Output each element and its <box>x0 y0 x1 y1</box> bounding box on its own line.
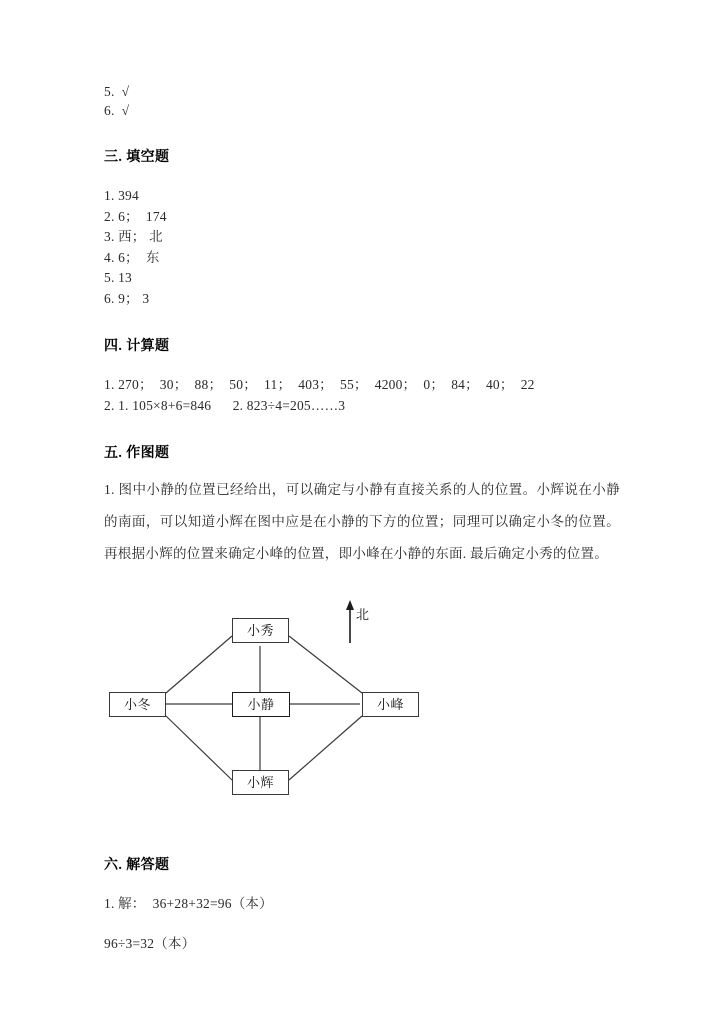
answer-line: 4. 6； 东 <box>104 249 160 265</box>
answer-line: 5. 13 <box>104 270 132 285</box>
spacer <box>104 874 620 894</box>
position-relationship-diagram <box>104 588 620 820</box>
answer-line: 5. √ <box>104 84 130 99</box>
spacer <box>104 416 620 442</box>
drawing-explanation-paragraph: 1. 图中小静的位置已经给出，可以确定与小静有直接关系的人的位置。小辉说在小静的南面，可以知道小辉在图中应是在小静的下方的位置；同理可以确定小冬的位置。再根据小辉的位置来确定小峰的位置，即小峰在小静的东面. 最后确定小秀的位置。 <box>104 482 620 561</box>
answer-line: 1. 394 <box>104 188 139 203</box>
spacer <box>104 462 620 474</box>
page-content <box>104 82 620 954</box>
diagram-node-right: 小峰 <box>362 692 419 717</box>
answer-line: 6. √ <box>104 103 130 118</box>
solve-answer-line: 96÷3=32（本） <box>104 936 196 951</box>
spacer <box>104 820 620 854</box>
compass-north-label: 北 <box>356 607 370 622</box>
calculation-answers <box>104 375 620 416</box>
solve-answer-line: 1. 解： 36+28+32=96（本） <box>104 896 273 911</box>
spacer <box>104 120 620 146</box>
section-heading-fill-in-blank: 三. 填空题 <box>104 150 170 165</box>
answer-line: 6. 9； 3 <box>104 290 150 306</box>
section-heading-drawing: 五. 作图题 <box>104 446 170 461</box>
spacer <box>104 166 620 186</box>
answer-line: 3. 西； 北 <box>104 229 163 244</box>
diagram-node-top: 小秀 <box>232 618 289 643</box>
answer-line: 2. 6； 174 <box>104 208 167 224</box>
diagram-node-left: 小冬 <box>109 692 166 717</box>
spacer <box>104 309 620 335</box>
truefalse-answers <box>104 82 620 120</box>
diagram-node-bottom: 小辉 <box>232 770 289 795</box>
answer-line: 1. 270； 30； 88； 50； 11； 403； 55； 4200； 0； 84； 40； 22 <box>104 377 535 392</box>
answer-line: 2. 1. 105×8+6=846 2. 823÷4=205……3 <box>104 397 346 413</box>
fill-in-blank-answers <box>104 186 620 309</box>
diagram-node-center: 小静 <box>232 692 290 717</box>
spacer <box>104 355 620 375</box>
spacer <box>104 914 620 934</box>
section-heading-calculation: 四. 计算题 <box>104 339 170 354</box>
section-heading-solve: 六. 解答题 <box>104 858 170 873</box>
